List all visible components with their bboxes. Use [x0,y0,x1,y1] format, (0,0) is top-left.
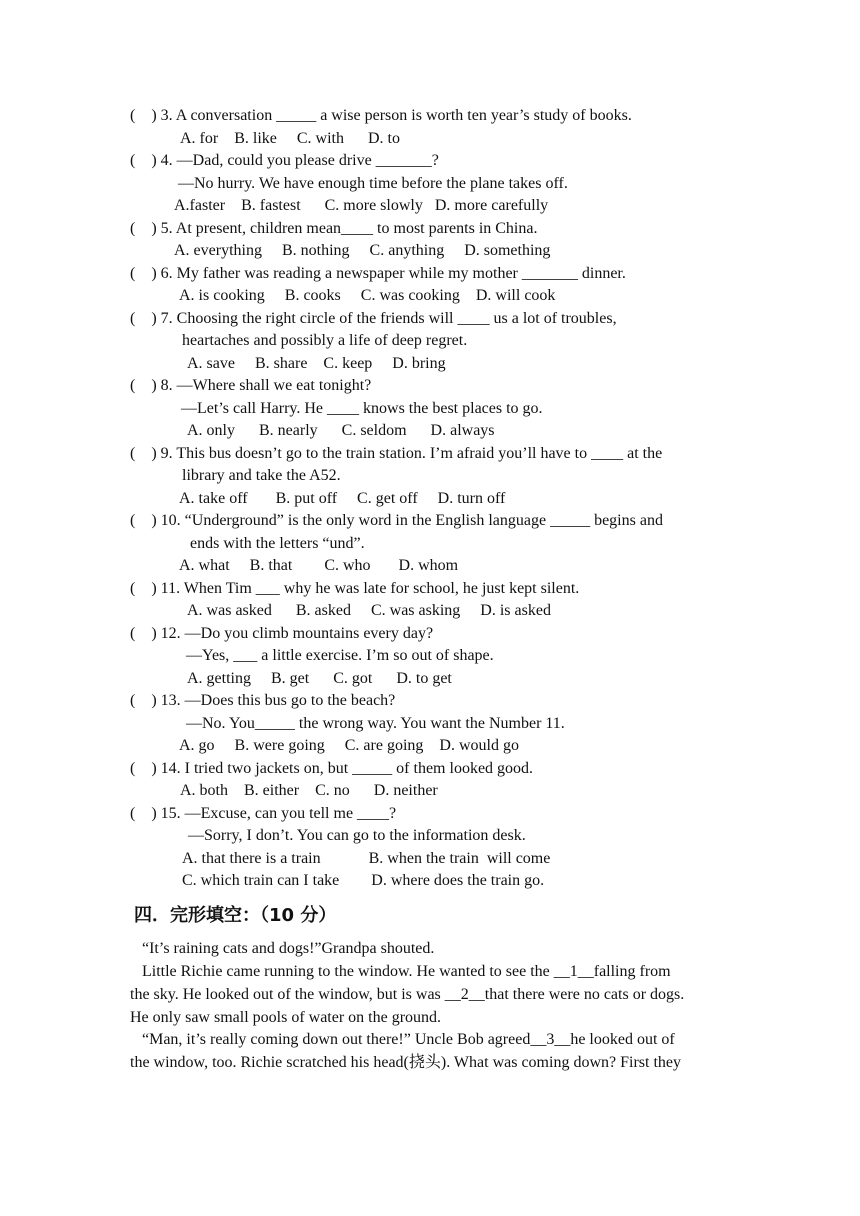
question-12: ( ) 12. —Do you climb mountains every day? [130,625,434,642]
question-8: ( ) 8. —Where shall we eat tonight? [130,377,372,394]
question-10-options: A. what B. that C. who D. whom [179,557,459,574]
question-12-extra: —Yes, ___ a little exercise. I’m so out of shape. [186,647,494,664]
question-6: ( ) 6. My father was reading a newspaper while my mother _______ dinner. [130,265,626,282]
question-15-options-ab: A. that there is a train B. when the train will come [182,850,551,867]
question-3: ( ) 3. A conversation _____ a wise person is worth ten year’s study of books. [130,107,632,124]
question-3-options: A. for B. like C. with D. to [180,130,400,147]
question-13-options: A. go B. were going C. are going D. would go [179,737,519,754]
passage-line-6: the window, too. Richie scratched his head(挠头). What was coming down? First they [130,1054,681,1071]
question-15-options-cd: C. which train can I take D. where does the train go. [182,872,545,889]
question-14-options: A. both B. either C. no D. neither [180,782,438,799]
question-14: ( ) 14. I tried two jackets on, but _____ of them looked good. [130,760,534,777]
question-13-extra: —No. You_____ the wrong way. You want the Number 11. [186,715,565,732]
question-11: ( ) 11. When Tim ___ why he was late for school, he just kept silent. [130,580,580,597]
question-10: ( ) 10. “Underground” is the only word in the English language _____ begins and [130,512,663,529]
question-7-extra: heartaches and possibly a life of deep regret. [182,332,468,349]
question-5-options: A. everything B. nothing C. anything D. something [174,242,551,259]
passage-line-5: “Man, it’s really coming down out there!” Uncle Bob agreed__3__he looked out of [130,1031,675,1048]
question-15-extra: —Sorry, I don’t. You can go to the information desk. [188,827,526,844]
passage-line-1: “It’s raining cats and dogs!”Grandpa shouted. [130,940,435,957]
question-9: ( ) 9. This bus doesn’t go to the train station. I’m afraid you’ll have to ____ at the [130,445,663,462]
question-9-extra: library and take the A52. [182,467,341,484]
question-9-options: A. take off B. put off C. get off D. turn off [179,490,506,507]
question-10-extra: ends with the letters “und”. [190,535,365,552]
passage-line-2: Little Richie came running to the window. He wanted to see the __1__falling from [130,963,671,980]
section-title: 四．完形填空：（10 分） [134,905,337,926]
question-5: ( ) 5. At present, children mean____ to most parents in China. [130,220,538,237]
question-8-extra: —Let’s call Harry. He ____ knows the best places to go. [181,400,543,417]
question-11-options: A. was asked B. asked C. was asking D. is asked [187,602,551,619]
question-7-options: A. save B. share C. keep D. bring [187,355,446,372]
passage-line-3: the sky. He looked out of the window, but is was __2__that there were no cats or dogs. [130,986,685,1003]
passage-line-4: He only saw small pools of water on the ground. [130,1009,442,1026]
question-8-options: A. only B. nearly C. seldom D. always [187,422,495,439]
question-4-extra: —No hurry. We have enough time before the plane takes off. [178,175,568,192]
question-12-options: A. getting B. get C. got D. to get [187,670,452,687]
question-7: ( ) 7. Choosing the right circle of the friends will ____ us a lot of troubles, [130,310,617,327]
question-15: ( ) 15. —Excuse, can you tell me ____? [130,805,397,822]
question-4-options: A.faster B. fastest C. more slowly D. more carefully [174,197,549,214]
question-13: ( ) 13. —Does this bus go to the beach? [130,692,396,709]
question-4: ( ) 4. —Dad, could you please drive _______? [130,152,439,169]
question-6-options: A. is cooking B. cooks C. was cooking D. will cook [179,287,556,304]
